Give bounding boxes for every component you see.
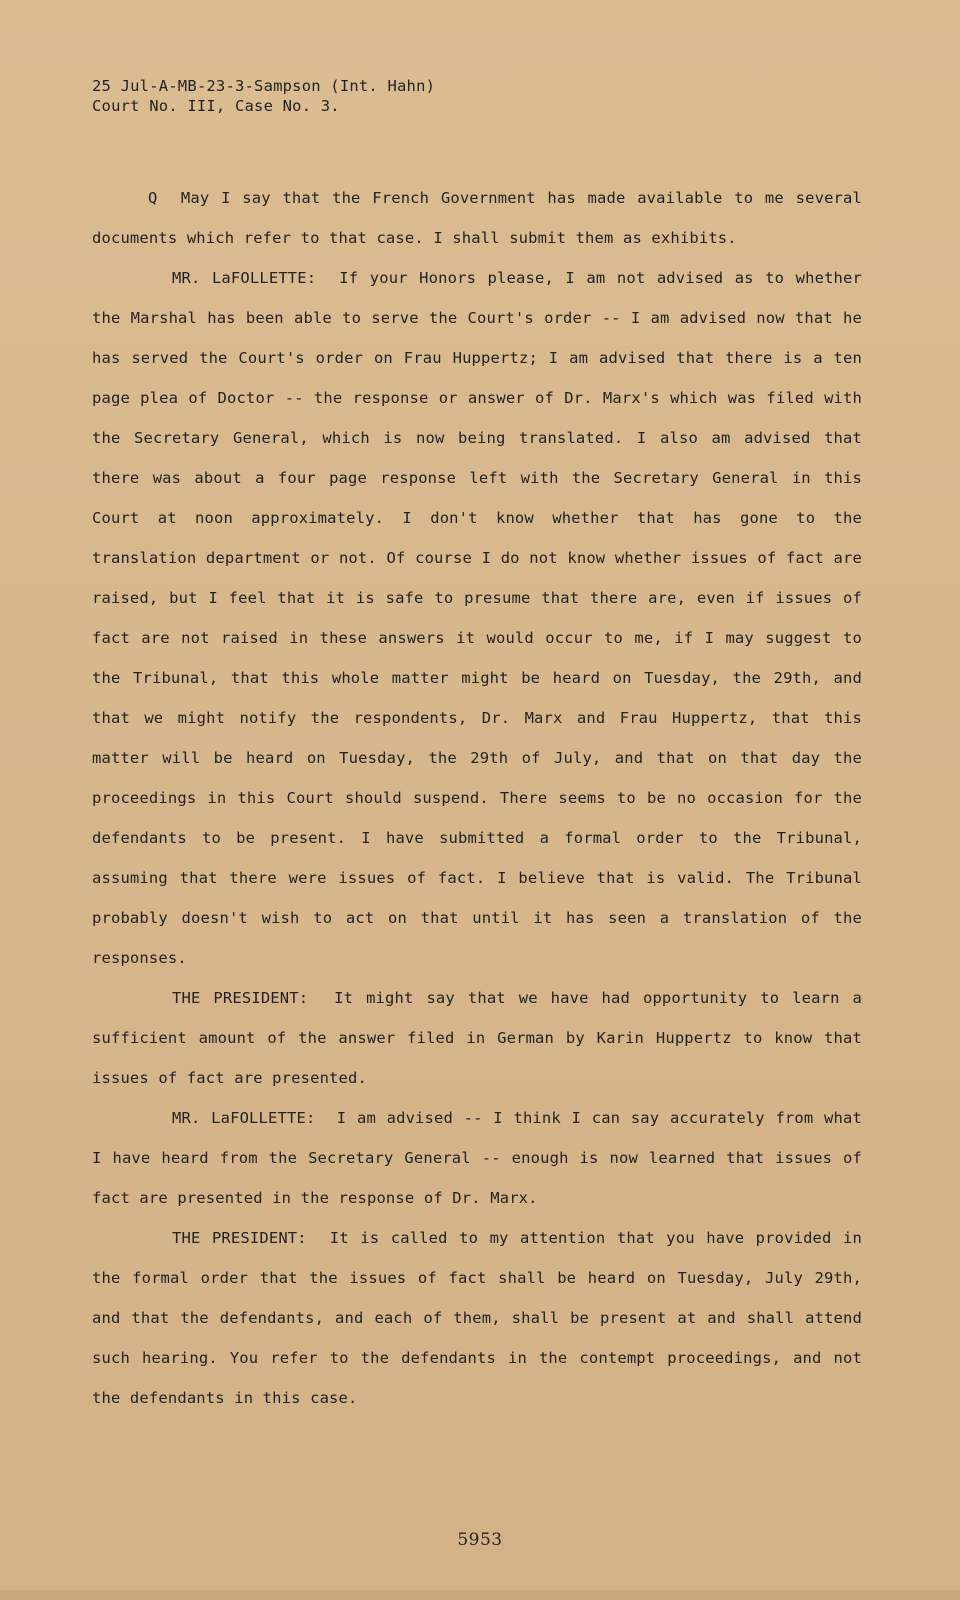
- document-header: [92, 76, 435, 116]
- transcript-paragraph: [92, 978, 862, 1098]
- header-court-line: Court No. III, Case No. 3.: [92, 97, 340, 115]
- paragraph-text: I am advised -- I think I can say accurately from what I have heard from the Secretary General -- enough is now learned that issues of fact are presented in the response of Dr. Marx.: [92, 1109, 862, 1207]
- paragraph-text: It might say that we have had opportunity to learn a sufficient amount of the answer filed in German by Karin Huppertz to know that issues of fact are presented.: [92, 989, 862, 1087]
- paragraph-text: May I say that the French Government has made available to me several documents which refer to that case. I shall submit them as exhibits.: [92, 189, 862, 247]
- transcript-body: [92, 178, 862, 1418]
- paragraph-text: It is called to my attention that you have provided in the formal order that the issues of fact shall be heard on Tuesday, July 29th, and that the defendants, and each of them, shall be present at and shall attend such hearing. You refer to the defendants in the contempt proceedings, and not the defendants in this case.: [92, 1229, 862, 1407]
- speaker-label: Q: [148, 189, 158, 207]
- speaker-label: THE PRESIDENT:: [172, 989, 309, 1007]
- transcript-paragraph: [92, 1098, 862, 1218]
- speaker-label: THE PRESIDENT:: [172, 1229, 307, 1247]
- paper-edge: [0, 1590, 960, 1600]
- transcript-paragraph: [92, 258, 862, 978]
- page-number: 5953: [457, 1530, 503, 1550]
- speaker-label: MR. LaFOLLETTE:: [172, 269, 317, 287]
- transcript-paragraph: [92, 1218, 862, 1418]
- header-reference-line: 25 Jul-A-MB-23-3-Sampson (Int. Hahn): [92, 77, 436, 95]
- paragraph-text: If your Honors please, I am not advised as to whether the Marshal has been able to serve the Court's order -- I am advised now that he has served the Court's order on Frau Huppertz; I am advised that there is a ten page plea of Doctor -- the response or answer of Dr. Marx's which was filed with the Secretary General, which is now being translated. I also am advised that there was about a four page response left with the Secretary General in this Court at noon approximately. I don't know whether that has gone to the translation department or not. Of course I do not know whether issues of fact are raised, but I feel that it is safe to presume that there are, even if issues of fact are not raised in these answers it would occur to me, if I may suggest to the Tribunal, that this whole matter might be heard on Tuesday, the 29th, and that we might notify the respondents, Dr. Marx and Frau Huppertz, that this matter will be heard on Tuesday, the 29th of July, and that on that day the proceedings in this Court should suspend. There seems to be no occasion for the defendants to be present. I have submitted a formal order to the Tribunal, assuming that there were issues of fact. I believe that is valid. The Tribunal probably doesn't wish to act on that until it has seen a translation of the responses.: [92, 269, 862, 967]
- transcript-paragraph: [92, 178, 862, 258]
- speaker-label: MR. LaFOLLETTE:: [172, 1109, 316, 1127]
